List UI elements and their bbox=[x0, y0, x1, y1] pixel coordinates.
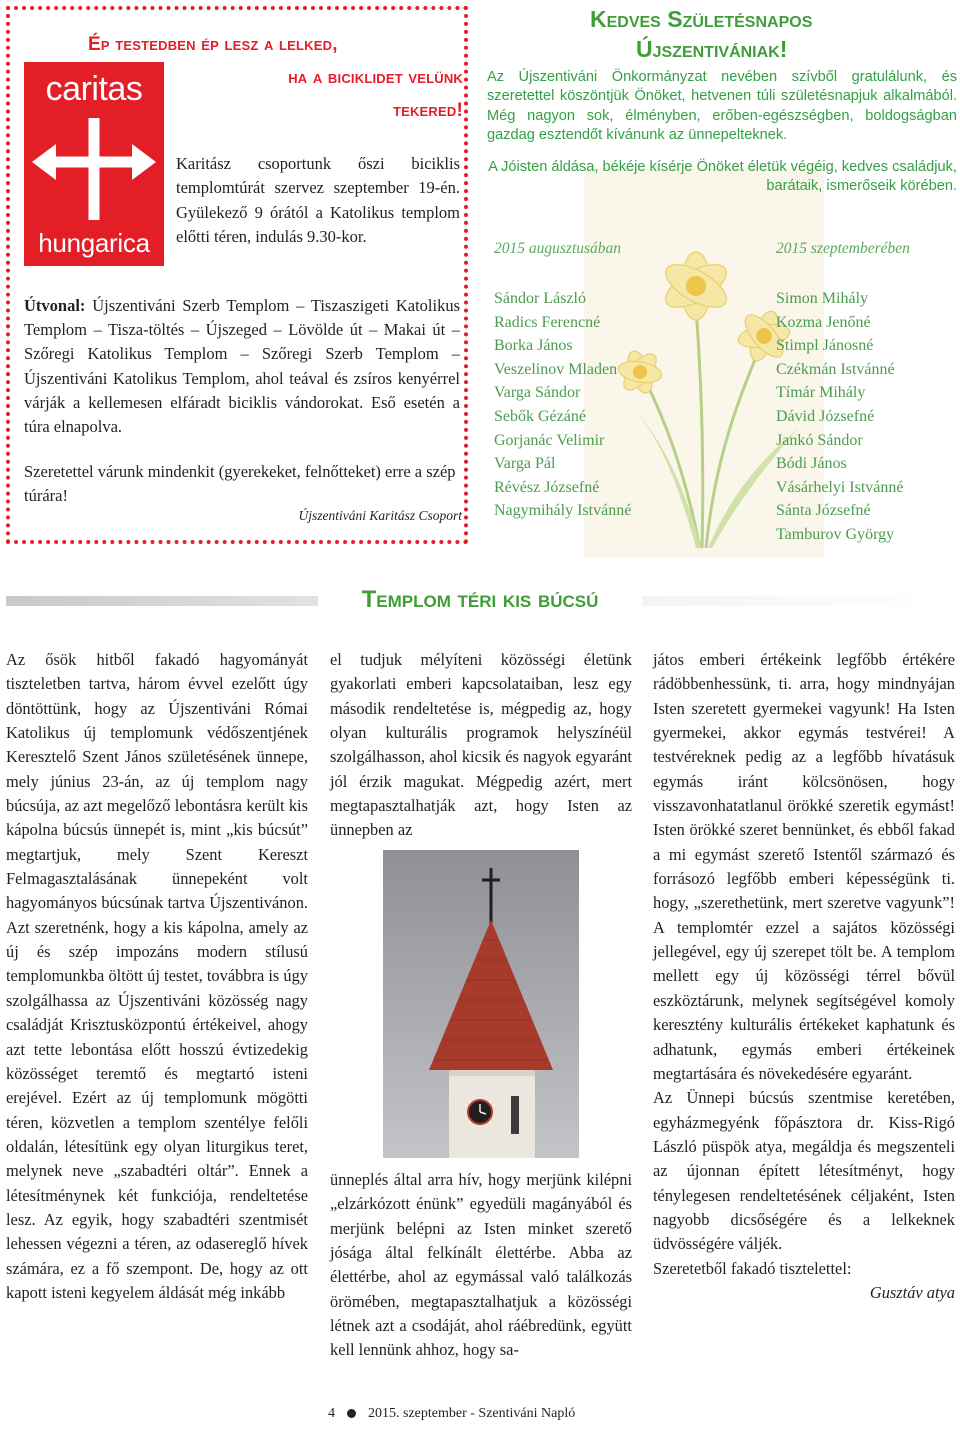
list-item: Sebők Gézáné bbox=[494, 407, 586, 425]
list-item: Radics Ferencné bbox=[494, 313, 601, 331]
list-item: Stimpl Jánosné bbox=[776, 337, 874, 355]
list-item: Gorjanác Velimir bbox=[494, 431, 605, 449]
birthday-blessing bbox=[487, 158, 957, 197]
list-item: Czékmán Istvánné bbox=[776, 360, 895, 378]
page-footer bbox=[328, 1406, 575, 1422]
page-number: 4 bbox=[328, 1406, 335, 1421]
church-tower-photo bbox=[383, 850, 579, 1158]
logo-word-hungarica: hungarica bbox=[38, 228, 150, 258]
list-item: Kozma Jenőné bbox=[776, 313, 871, 331]
route-label: Útvonal: bbox=[24, 296, 86, 315]
caritas-cross-icon bbox=[24, 114, 164, 224]
article-paragraph: játos emberi értékeink legfőbb értékére rádöbbenhessünk, ti. arra, hogy mindnyájan Isten szeretett gyermekei vagyunk! Ha Isten gyermekei, akkor egymás testvérei! A testvéreknek pedig az a legfőbb hívatásuk egymás iránt kölcsönösen, hogy visszavonhatatlanul örökké szeretik egymást! Isten örökké szeret bennünket, és ebből fakad a mi egymást szerető Istentől származó és forrásozó legfőbb emberi képességünk ti. hogy, „szerethetünk, mert szeretve vagyunk”! A templomtér ezzel a sajátos közösségi jellegével, egy új szerepet tölt be. A templom mellett egy új közösségi térrel bővül eszköztárunk, melynek segítségével komoly keresztény kulturális értékeket kaphatunk és adhatunk, egymás emberi értékeinek megtartására és növekedésére egyaránt. bbox=[653, 650, 955, 1083]
list-item: Veszelinov Mladen bbox=[494, 360, 618, 378]
september-label: 2015 szeptemberében bbox=[776, 240, 910, 257]
article-paragraph: ünneplés által arra hív, hogy merjünk kilépni „elzárkózott énünk” egyedüli magányából és merjünk belépni az Isten minket szerető jósága által felkínált élettérbe. Abba az élettérbe, ahol az egymással való találkozás örömében, megtapasztalhatjuk a közösségi létnek azt a csodáját, ahol ráébredünk, együtt kell lennünk ahhoz, hogy sa- bbox=[330, 1170, 632, 1360]
headline-line-3: tekered! bbox=[392, 100, 463, 121]
caritas-signature: Újszentiváni Karitász Csoport bbox=[298, 508, 462, 523]
bullet-dot-icon bbox=[347, 1409, 356, 1418]
article-column-2-bottom bbox=[330, 1168, 632, 1363]
list-item: Jankó Sándor bbox=[776, 431, 863, 449]
list-item: Tímár Mihály bbox=[776, 384, 866, 402]
birthday-title-line-2: Újszentivániak! bbox=[636, 36, 788, 62]
caritas-intro: Karitász csoportunk őszi biciklis templomtúrát szervez szeptember 19-én. Gyülekező 9 órától a Katolikus templom előtti téren, indulás 9.30-kor. bbox=[176, 154, 460, 247]
list-item: Bódi János bbox=[776, 455, 847, 473]
list-item: Dávid Józsefné bbox=[776, 407, 875, 425]
list-item: Sánta Józsefné bbox=[776, 502, 871, 520]
list-item: Borka János bbox=[494, 337, 573, 355]
article-column-2-top bbox=[330, 648, 632, 843]
list-item: Simon Mihály bbox=[776, 290, 869, 307]
birthday-blessing-text: A Jóisten áldása, békéje kísérje Önöket életük végéig, kedves családjuk, barátaik, ismerőseik körében. bbox=[488, 159, 957, 195]
list-item: Varga Pál bbox=[494, 455, 556, 473]
august-name-list bbox=[494, 287, 631, 523]
birthday-title-line-1: Kedves Születésnapos bbox=[590, 6, 813, 32]
birthday-greeting: Az Újszentiváni Önkormányzat nevében szívből gratulálunk, és szeretettel köszöntjük Önöket, hetvenen túli születésnapjuk alkalmából. Még nagyon sok, élményben, erőben-egészségben, boldogságban gazdag esztendőt kívánunk az ünnepelteknek. bbox=[487, 69, 957, 144]
list-item: Sándor László bbox=[494, 290, 586, 307]
headline-line-2: ha a biciklidet velünk bbox=[288, 67, 463, 88]
article-signature: Gusztáv atya bbox=[869, 1282, 955, 1302]
section-title: Templom téri kis búcsú bbox=[318, 585, 642, 615]
article-paragraph: Az Ünnepi búcsús szentmise keretében, egyházmegyénk főpásztora dr. Kiss-Rigó László püspök atya, megáldja és megszenteli az újonnan épített létesítményt, hogy ténylegesen rendeltetésének céljaként, Isten nagyobb dicsőségére és a lelkeknek üdvösségére váljék. bbox=[653, 1088, 955, 1254]
article-column-3 bbox=[653, 648, 955, 1305]
footer-issue: 2015. szeptember - Szentiváni Napló bbox=[368, 1406, 576, 1421]
list-item: Vásárhelyi Istvánné bbox=[776, 478, 904, 496]
list-item: Révész Józsefné bbox=[494, 478, 600, 496]
route-text: Újszentiváni Szerb Templom – Tiszaszigeti Katolikus Templom – Tisza-töltés – Újszeged – Lövölde út – Makai út – Szőregi Katolikus Templom – Szőregi Szerb Templom – Újszentiváni Katolikus Templom, ahol teával és zsíros kenyérrel várják a kellemesen elfáradt biciklis vándorokat. Eső esetén a túra elnapolva. bbox=[24, 296, 460, 437]
list-item: Tamburov György bbox=[776, 525, 895, 543]
article-paragraph: el tudjuk mélyíteni közösségi életünk gyakorlati emberi kapcsolataiban, lesz egy második rendeltetése is, mégpedig az, hogy olyan kulturális programok helyszínéül szolgálhasson, ahol kicsik és nagyok egyaránt jól érzik magukat. Mégpedig azért, mert megtapasztalhatják azt, hogy Isten az ünnepben az bbox=[330, 650, 632, 840]
logo-word-caritas: caritas bbox=[45, 70, 143, 108]
list-item: Varga Sándor bbox=[494, 384, 581, 402]
article-column-1 bbox=[6, 648, 308, 1305]
closing-line: Szeretetből fakadó tisztelettel: bbox=[653, 1258, 852, 1278]
caritas-route bbox=[24, 294, 460, 439]
headline-line-1: Ép testedben ép lesz a lelked, bbox=[88, 34, 338, 55]
september-name-list bbox=[776, 287, 904, 547]
august-label: 2015 augusztusában bbox=[494, 240, 622, 257]
list-item: Nagymihály Istvánné bbox=[494, 502, 632, 520]
caritas-hungarica-logo bbox=[24, 62, 164, 266]
caritas-invite: Szeretettel várunk mindenkit (gyerekeket, felnőtteket) erre a szép túrára! bbox=[24, 462, 456, 505]
article-paragraph: Az ősök hitből fakadó hagyományát tiszteletben tartva, három évvel ezelőtt úgy döntöttünk, hogy az Újszentiváni Római Katolikus új templomunk védőszentjének Keresztelő Szent János születésének ünnepe, mely június 23-án, az új templom nagy búcsúja, az azt megelőző lebontásra került kis kápolna búcsús ünnepét is, mint „kis búcsút” megtartjuk, mely Szent Kereszt Felmagasztalásának ünnepeként volt hagyományos búcsúnak tartva Újszentivánon. Azt szeretnénk, hogy a kis kápolna, amely az új és szép impozáns modern stílusú templomunkba öltött új testet, továbbra is úgy szolgálhassa az Újszentiváni közösség nagy családját Krisztusközpontú értékeivel, ahogy azt tette lebontása előtt hosszú évtizedekig közösséget teremtő és megtartó isteni erejével. Ezért az új templomunk mögötti téren, közvetlen a templom szentélye felőli oldalán, létesítünk egy olyan liturgikus teret, melynek neve „szabadtéri oltár”. Ennek a létesítménynek két funkciója, rendeltetése lesz. Az egyik, hogy szabadtéri szentmisét lehessen végezni a téren, az odasereglő hívek számára, ez a fő szempont. De, hogy az ott kapott isteni kegyelem áldását még inkább bbox=[6, 650, 308, 1302]
